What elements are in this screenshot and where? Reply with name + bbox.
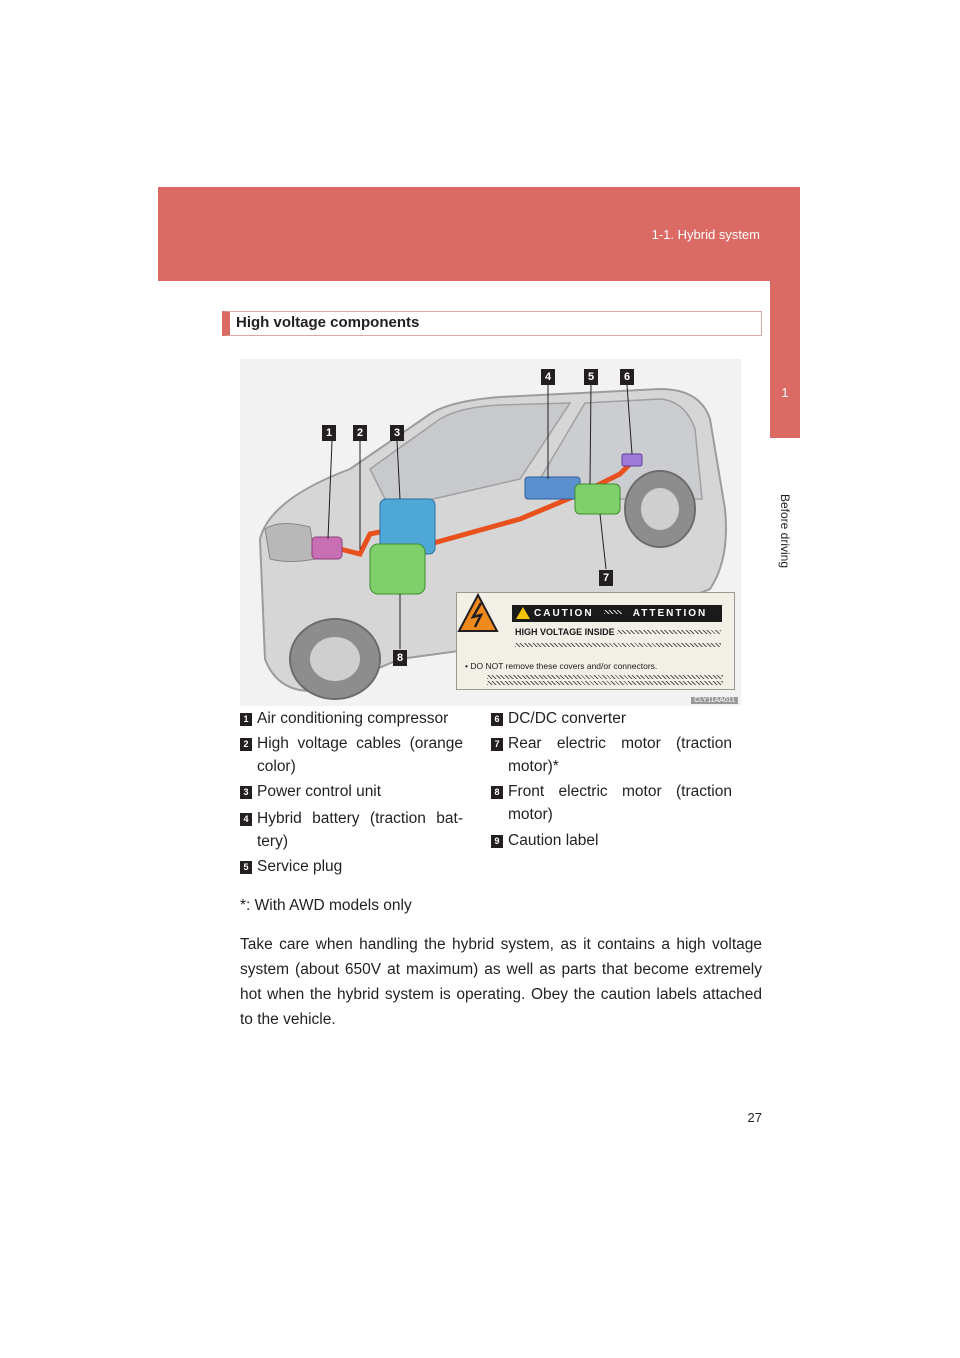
legend-number: 8: [491, 786, 503, 799]
legend-number: 3: [240, 786, 252, 799]
callout-7: 7: [599, 570, 613, 586]
chapter-tab: [770, 281, 800, 438]
legend-item-5: [243, 855, 463, 878]
caution-label: [456, 592, 735, 690]
high-voltage-inside-text: HIGH VOLTAGE INSIDE: [515, 627, 615, 637]
legend-item-7: [494, 732, 732, 778]
legend-text: Power control unit: [257, 783, 382, 800]
page-number: 27: [747, 1110, 762, 1125]
legend-number: 7: [491, 738, 503, 751]
chapter-title-vertical: [775, 474, 795, 594]
callout-8: 8: [393, 650, 407, 666]
legend-text: High voltage cables (orange color): [257, 735, 463, 775]
legend-item-3: [243, 780, 463, 803]
front-motor-shape: [370, 544, 425, 594]
callout-3: 3: [390, 425, 404, 441]
compressor-shape: [312, 537, 342, 559]
legend-number: 1: [240, 713, 252, 726]
caution-banner-fr-text: ATTENTION: [632, 608, 708, 619]
legend-text: Rear electric motor (traction motor)*: [508, 735, 732, 775]
legend-number: 6: [491, 713, 503, 726]
legend-item-8: [494, 780, 732, 826]
high-voltage-warning-icon: [457, 593, 499, 633]
do-not-remove-text: • DO NOT remove these covers and/or connectors.: [465, 661, 658, 671]
caution-triangle-icon: [516, 607, 530, 619]
banner-hatch: [604, 610, 622, 614]
figure-code: CLY11AA011: [691, 697, 738, 704]
subtitle-hatch: [617, 630, 721, 634]
callout-5: 5: [584, 369, 598, 385]
caution-banner-text: CAUTION: [534, 608, 594, 619]
legend-number: 4: [240, 813, 252, 826]
legend-item-2: [243, 732, 463, 778]
callout-4: 4: [541, 369, 555, 385]
section-heading-text: High voltage components: [236, 314, 420, 331]
caution-banner: [512, 605, 722, 622]
chapter-number: 1: [781, 385, 789, 400]
legend-text: Hybrid battery (traction bat-tery): [257, 810, 463, 850]
hybrid-battery-shape: [525, 477, 580, 499]
legend-text: Front electric motor (traction motor): [508, 783, 732, 823]
vehicle-diagram: [240, 359, 741, 706]
callout-2: 2: [353, 425, 367, 441]
legend-number: 9: [491, 835, 503, 848]
dcdc-converter-shape: [622, 454, 642, 466]
footnote: *: With AWD models only: [240, 897, 412, 914]
header-band: [158, 187, 800, 281]
legend-number: 2: [240, 738, 252, 751]
chapter-title: Before driving: [778, 493, 792, 569]
legend-item-1: [243, 707, 463, 730]
section-heading: [222, 311, 762, 336]
legend-text: Service plug: [257, 858, 343, 875]
section-title: 1-1. Hybrid system: [651, 227, 760, 242]
legend-item-4: [243, 807, 463, 853]
legend-number: 5: [240, 861, 252, 874]
subtitle-hatch-2: [515, 643, 721, 647]
rear-motor-shape: [575, 484, 620, 514]
body-paragraph: Take care when handling the hybrid system, as it contains a high voltage system (about 650V at maximum) as well as parts that become extremely hot when the hybrid system is operating. Obey the caution labels attached to the vehicle.: [240, 936, 762, 1028]
legend-text: DC/DC converter: [508, 710, 626, 727]
legend-item-9: [494, 829, 732, 852]
legend-item-6: [494, 707, 732, 730]
notice-hatch-2: [487, 681, 723, 685]
legend-text: Air conditioning compressor: [257, 710, 449, 727]
legend-text: Caution label: [508, 832, 599, 849]
notice-hatch: [487, 675, 723, 679]
callout-6: 6: [620, 369, 634, 385]
callout-1: 1: [322, 425, 336, 441]
